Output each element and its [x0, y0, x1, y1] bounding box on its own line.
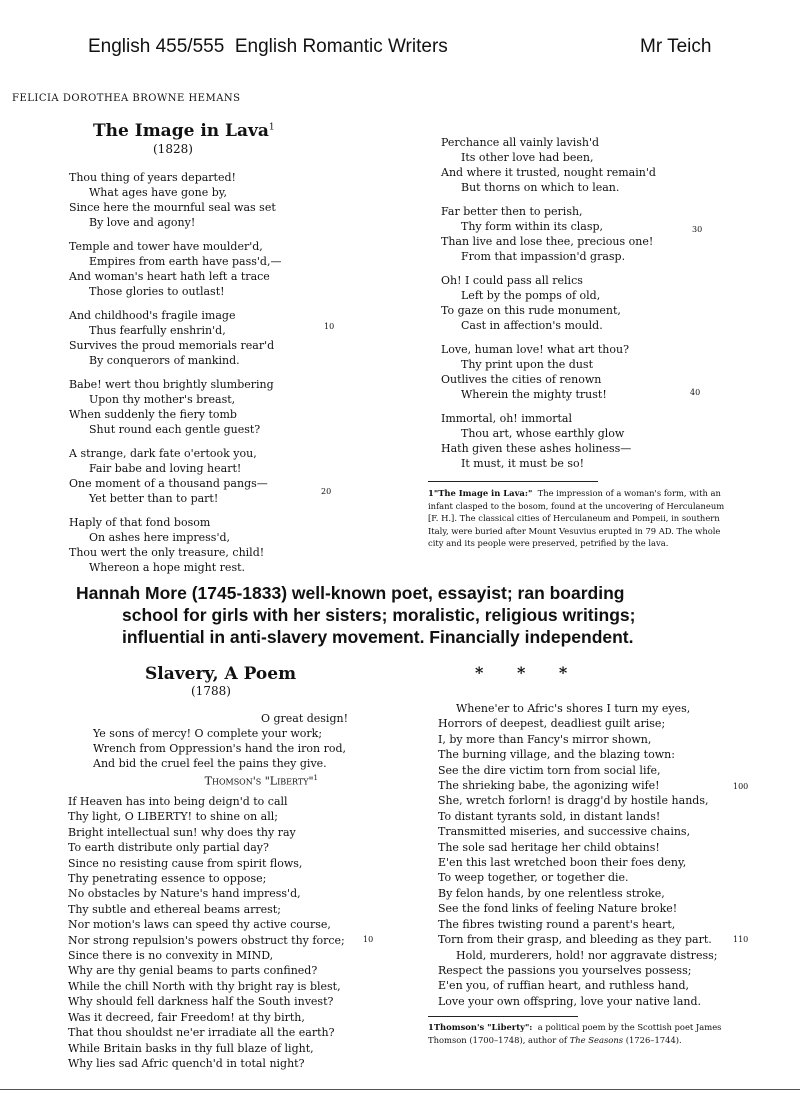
poem-line: To earth distribute only partial day? [68, 841, 269, 855]
poem-line: To weep together, or together die. [438, 871, 629, 885]
poem-line: Thou wert the only treasure, child! [69, 546, 265, 559]
epigraph [93, 711, 348, 789]
poem-line: From that impassion'd grasp. [461, 250, 626, 263]
course-code: English 455/555 [88, 36, 225, 57]
poem-title: The Image in Lava [93, 121, 269, 141]
poem-line: Whereon a hope might rest. [89, 561, 246, 574]
poem-line: Since here the mournful seal was set [69, 201, 276, 214]
poem-line: Haply of that fond bosom [69, 516, 211, 529]
poem-title-block [93, 121, 275, 141]
stanza [69, 239, 339, 299]
poem-line: Torn from their grasp, and bleeding as they part. [438, 933, 712, 947]
poem-line: Thy form within its clasp, [461, 220, 604, 233]
poem-line: Thy subtle and ethereal beams arrest; [68, 902, 281, 916]
poem-line: No obstacles by Nature's hand impress'd, [68, 887, 301, 901]
poem-line: While the chill North with thy bright ray is blest, [68, 979, 341, 993]
poem-line: Outlives the cities of renown [441, 373, 602, 386]
poem-line: On ashes here impress'd, [89, 531, 231, 544]
poem-line: Thus fearfully enshrin'd, [89, 324, 226, 337]
poem-line: Fair babe and loving heart! [89, 462, 242, 475]
poem-line: A strange, dark fate o'ertook you, [69, 447, 257, 460]
poem-line: And childhood's fragile image [69, 309, 236, 322]
poem-line: Since no resisting cause from spirit flows, [68, 856, 303, 870]
poem-line: Why are thy genial beams to parts confined? [68, 964, 318, 978]
stanza [441, 273, 711, 333]
poem-line: Than live and lose thee, precious one! [441, 235, 654, 248]
poem-year: (1828) [153, 142, 193, 156]
poem-line: Horrors of deepest, deadliest guilt arise; [438, 717, 666, 731]
line-number: 10 [363, 935, 374, 944]
footnote-marker: 1 [313, 774, 318, 782]
poem-line: Temple and tower have moulder'd, [69, 240, 263, 253]
poem-line: What ages have gone by, [89, 186, 228, 199]
poem-line: Empires from earth have pass'd,— [89, 255, 282, 268]
poem-line: Immortal, oh! immortal [441, 412, 572, 425]
poem-line: Yet better than to part! [89, 492, 219, 505]
footnote [428, 487, 731, 550]
poem-line: That thou shouldst ne'er irradiate all the earth? [68, 1026, 335, 1040]
poem-line: Love, human love! what art thou? [441, 343, 629, 356]
poem-line: Thou art, whose earthly glow [461, 427, 625, 440]
poem-line: Respect the passions you yourselves possess; [438, 963, 692, 977]
poem-title: Slavery, A Poem [145, 664, 297, 684]
section-break-asterisks: * * * [475, 663, 582, 682]
epigraph-line: O great design! [260, 712, 348, 725]
poem-column-left [69, 170, 339, 584]
poem-line: E'en you, of ruffian heart, and ruthless hand, [438, 979, 689, 993]
stanza [69, 308, 339, 368]
poem-column-left [68, 794, 368, 1071]
line-number: 10 [324, 322, 335, 331]
stanza [441, 204, 711, 264]
poem-line: Whene'er to Afric's shores I turn my eyes, [456, 702, 691, 715]
instructor-name: Mr Teich [640, 36, 712, 57]
poem-line: Transmitted miseries, and successive chains, [438, 825, 691, 839]
poem-line: Cast in affection's mould. [461, 319, 603, 332]
author-name: FELICIA DOROTHEA BROWNE HEMANS [12, 93, 241, 104]
stanza [441, 342, 711, 402]
poem-line: I, by more than Fancy's mirror shown, [438, 732, 652, 746]
poem-line: By love and agony! [89, 216, 196, 229]
line-number: 20 [321, 487, 332, 496]
poem-line: Survives the proud memorials rear'd [69, 339, 275, 352]
epigraph-line: And bid the cruel feel the pains they give. [93, 757, 327, 770]
page-bottom-rule [0, 1089, 800, 1090]
poem-line: And woman's heart hath left a trace [69, 270, 270, 283]
poem-line: Thy light, O LIBERTY! to shine on all; [68, 810, 278, 824]
poem-line: The burning village, and the blazing town: [438, 748, 675, 762]
poem-line: Love your own offspring, love your native land. [438, 994, 702, 1008]
poem-line: It must, it must be so! [461, 457, 585, 470]
poem-line: Babe! wert thou brightly slumbering [69, 378, 274, 391]
poem-line: To distant tyrants sold, in distant lands! [438, 809, 661, 823]
footnote-divider [428, 481, 598, 482]
poem-line: Since there is no convexity in MIND, [68, 949, 274, 963]
footnote-text: a political poem by the Scottish poet James Thomson (1700–1748), author of [428, 1022, 722, 1045]
footnote-text: (1726–1744). [625, 1034, 682, 1045]
poem-line: Why lies sad Afric quench'd in total night? [68, 1056, 305, 1070]
poem-line: Far better then to perish, [441, 205, 583, 218]
poem-line: Why should fell darkness half the South invest? [68, 995, 334, 1009]
poem-line: Wherein the mighty trust! [461, 388, 607, 401]
stanza [69, 446, 339, 506]
poem-line: Left by the pomps of old, [461, 289, 601, 302]
epigraph-line: Ye sons of mercy! O complete your work; [93, 727, 323, 740]
poem-line: Hath given these ashes holiness— [441, 442, 632, 455]
poem-line: And where it trusted, nought remain'd [441, 166, 656, 179]
poem-line: Hold, murderers, hold! nor aggravate distress; [456, 948, 718, 962]
poem-line: The shrieking babe, the agonizing wife! [438, 779, 660, 793]
course-header [88, 36, 448, 58]
poem-line: Upon thy mother's breast, [89, 393, 236, 406]
line-number: 40 [690, 388, 701, 397]
stanza [69, 377, 339, 437]
line-number: 110 [733, 935, 749, 944]
poem-line: Its other love had been, [461, 151, 594, 164]
poem-line: She, wretch forlorn! is dragg'd by hostile hands, [438, 794, 709, 808]
intro-line: Hannah More (1745-1833) well-known poet, essayist; ran boarding [76, 583, 625, 603]
poem-column-right [441, 135, 711, 480]
line-number: 30 [692, 225, 703, 234]
footnote-work-title: The Seasons [569, 1034, 624, 1045]
poem-line: Shut round each gentle guest? [89, 423, 261, 436]
poem-line: One moment of a thousand pangs— [69, 477, 268, 490]
poem-line: While Britain basks in thy full blaze of light, [68, 1041, 314, 1055]
footnote-marker: 1 [268, 122, 275, 133]
poem-line: By felon hands, by one relentless stroke, [438, 886, 665, 900]
stanza [441, 411, 711, 471]
poem-line: If Heaven has into being deign'd to call [68, 795, 288, 808]
line-number: 100 [733, 782, 749, 791]
poem-line: Oh! I could pass all relics [441, 274, 583, 287]
footnote-label: 1Thomson's "Liberty": [428, 1022, 533, 1032]
footnote-text: The impression of a woman's form, with an infant clasped to the bosom, found at the uncovering of Herculaneum [F. H.]. The classical cities of Herculaneum and Pompeii, in southern Italy, were buried after Mount Vesuvius erupted in 79 AD. The whole city and its people were preserved, petrified by the lava. [428, 488, 725, 549]
poem-line: The fibres twisting round a parent's heart, [438, 917, 676, 931]
poem-year: (1788) [191, 684, 231, 698]
poem-line: Perchance all vainly lavish'd [441, 136, 600, 149]
poem-line: The sole sad heritage her child obtains! [438, 840, 660, 854]
footnote-label: 1"The Image in Lava:" [428, 488, 533, 498]
poem-column-right [438, 701, 738, 1009]
intro-line: influential in anti-slavery movement. Financially independent. [122, 627, 634, 647]
poem-line: When suddenly the fiery tomb [69, 408, 237, 421]
epigraph-source [93, 771, 348, 789]
poem-line: Was it decreed, fair Freedom! at thy birth, [68, 1010, 305, 1024]
author-intro [76, 582, 796, 648]
poem-line: By conquerors of mankind. [89, 354, 240, 367]
intro-line: school for girls with her sisters; moralistic, religious writings; [122, 605, 636, 625]
poem-line: E'en this last wretched boon their foes deny, [438, 856, 687, 870]
poem-line: Nor strong repulsion's powers obstruct thy force; [68, 933, 345, 947]
poem-line: See the dire victim torn from social life, [438, 763, 661, 777]
poem-line: Those glories to outlast! [89, 285, 225, 298]
epigraph-source-text: Thomson's "Liberty" [204, 774, 314, 788]
course-title: English Romantic Writers [234, 36, 448, 57]
stanza [69, 170, 339, 230]
poem-line: See the fond links of feeling Nature broke! [438, 902, 678, 916]
poem-line: Bright intellectual sun! why does thy ray [68, 825, 296, 839]
footnote [428, 1021, 742, 1046]
stanza [441, 135, 711, 195]
footnote-divider [428, 1016, 578, 1017]
epigraph-line: Wrench from Oppression's hand the iron rod, [93, 742, 347, 755]
poem-line: Nor motion's laws can speed thy active course, [68, 918, 331, 932]
poem-line: To gaze on this rude monument, [441, 304, 621, 317]
poem-line: But thorns on which to lean. [461, 181, 620, 194]
poem-line: Thy penetrating essence to oppose; [68, 872, 267, 886]
poem-line: Thy print upon the dust [461, 358, 593, 371]
stanza [69, 515, 339, 575]
poem-line: Thou thing of years departed! [69, 171, 236, 184]
